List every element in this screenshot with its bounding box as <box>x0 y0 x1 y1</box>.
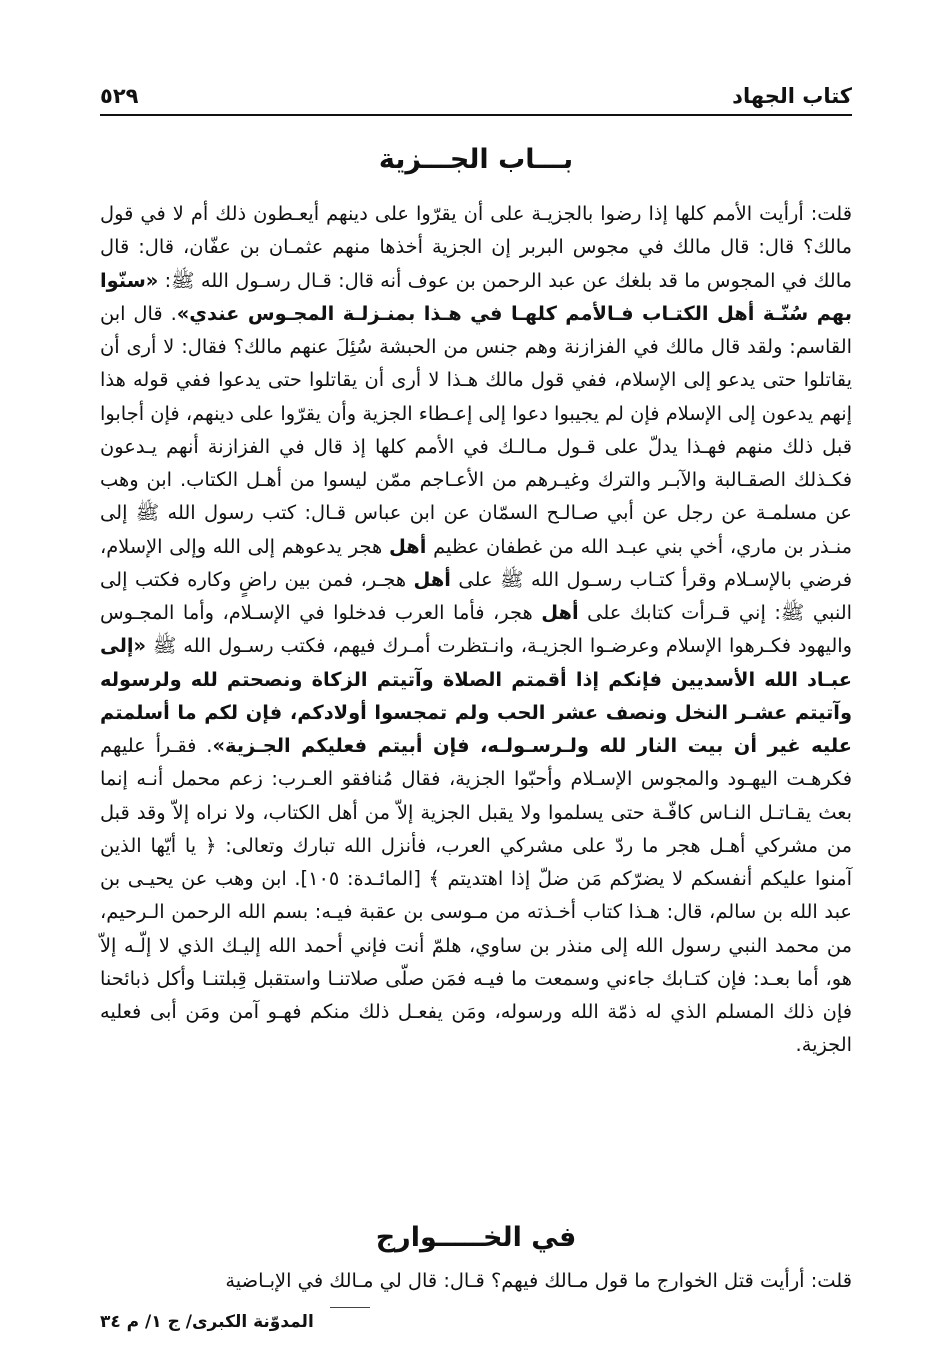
signature-mark: المدوّنة الكبرى/ ج ١/ م ٣٤ <box>100 1312 314 1332</box>
text-run: . فقـرأ عليهم فكرهـت اليهـود والمجوس الإسـلام وأحبّوا الجزية، فقال مُنافقو العـرب: زعم محمل أنـه إنما بعث يقـاتـل النـاس كافّـة حتى يسلموا ولا يقبل الجزية إلاّ من أهل الكتاب، ولا نراه إلاّ وقد قبل من مشركي أهـل هجر ما ردّ على مشركي العرب، فأنزل الله تبارك وتعالى: ﴿ يا أيّها الذين آمنوا عليكم أنفسكم لا يضرّكم مَن ضلّ إذا اهتديتم ﴾ [المائـدة: ١٠٥]. ابن وهب عن يحيـى بن عبد الله بن سالم، قال: هـذا كتاب أخـذته من مـوسى بن عقبة فيـه: بسم الله الرحمن الـرحيم، من محمد النبي رسول الله إلى منذر بن ساوي، هلمّ أنت فإني أحمد الله إليـك الذي لا إلّـه إلاّ هو، أما بعـد: فإن كتـابك جاءني وسمعت ما فيـه فمَن صلّى صلاتنـا واستقبل قِبلتنـا وأكل ذبائحنا فإن ذلك المسلم الذي له ذمّة الله ورسوله، ومَن يفعـل ذلك منكم فهـو آمن ومَن أبى فعليه الجزية. <box>100 734 853 1057</box>
footer-rule <box>330 1307 370 1308</box>
text-run: . قال ابن القاسم: ولقد قال مالك في الفزازنة وهم جنس من الحبشة سُئِلَ عنهم مالك؟ فقال: لا أرى أن يقاتلوا حتى يدعو إلى الإسلام، ففي قول مالك هـذا لا أرى أن يقاتلوا حتى يدعوا ففي قوله هذا إنهم يدعون إلى الإسلام فإن لم يجيبوا دعوا إلى إعـطاء الجزية وأن يقرّوا على دينهم، فإن أجابوا قبل ذلك منهم فهـذا يدلّ على قـول مـالـك في الأمم كلها إذ قال في الفزازنة أنهم يـدعون فكـذلك الصقـالبة والآبـر والترك وغيـرهم من الأعـاجم ممّن ليسوا من أهـل الكتاب. ابن وهب عن مسلمـة عن رجل عن أبي صـالـح السمّان عن ابن عباس قـال: كتب رسول الله ﷺ إلى منـذر بن ماري، أخي بني عبـد الله من غطفان عظيم <box>100 301 852 558</box>
text-run: قلت: أرأيت الأمم كلها إذا رضوا بالجزيـة على أن يقرّوا على دينهم أيعـطون ذلك أم لا في قول مالك؟ قال: قال مالك في مجوس البربر إن الجزية أخذها منهم عثمـان بن عفّان، قال: قال مالك في المجوس ما قد بلغك عن عبد الرحمن بن عوف أنه قال: قـال رسـول الله ﷺ: <box>100 202 852 292</box>
section-title: في الخـــــوارج <box>375 1222 577 1253</box>
book-title: كتاب الجهاد <box>732 84 852 108</box>
text-run: هجر يدعوهم إلى الله وإلى الإسلام، فرضي بالإسـلام وقرأ كتـاب رسـول الله ﷺ على <box>100 534 852 591</box>
text-run: هجـر، فمن بين راضٍ وكاره فكتب إلى النبي ﷺ: إني قـرأت كتابك على <box>100 567 852 624</box>
letter-quote: «إلى عبـاد الله الأسديين فإنكم إذا أقمتم الصلاة وآتيتم الزكاة ونصحتم لله ولرسوله وآتيتم عشـر النخل ونصف عشر الحب ولم تمجسوا أولادكم، فإن لكم ما أسلمتم عليه غير أن بيت النار لله ولـرسـولـه، فإن أبيتم فعليكم الجـزية» <box>100 634 852 757</box>
paragraph <box>100 197 852 1062</box>
book-page <box>100 70 852 1360</box>
running-head <box>100 84 852 118</box>
text-run: هجر، فأما العرب فدخلوا في الإسـلام، وأما المجـوس واليهود فكـرهوا الإسلام وعرضـوا الجزيـة، وانـتظرت أمـرك فيهم، فكتب رسـول الله ﷺ <box>100 601 852 658</box>
chapter-title: بـــاب الجـــزية <box>378 144 574 175</box>
main-text <box>100 197 852 1062</box>
bold-word: أهل <box>413 567 451 591</box>
header-rule <box>100 114 852 116</box>
section-text <box>100 1264 852 1297</box>
bold-word: أهل <box>541 601 579 624</box>
page-number: ٥٢٩ <box>100 84 139 108</box>
paragraph: قلت: أرأيت قتل الخوارج ما قول مـالك فيهم؟ قـال: قال لي مـالك في الإبـاضية <box>225 1269 852 1292</box>
hadith-quote: «سنّوا بهم سُنّـة أهل الكتـاب فـالأمم كلهـا في هـذا بمنـزلـة المجـوس عندي» <box>100 268 852 325</box>
bold-word: أهل <box>388 534 427 558</box>
